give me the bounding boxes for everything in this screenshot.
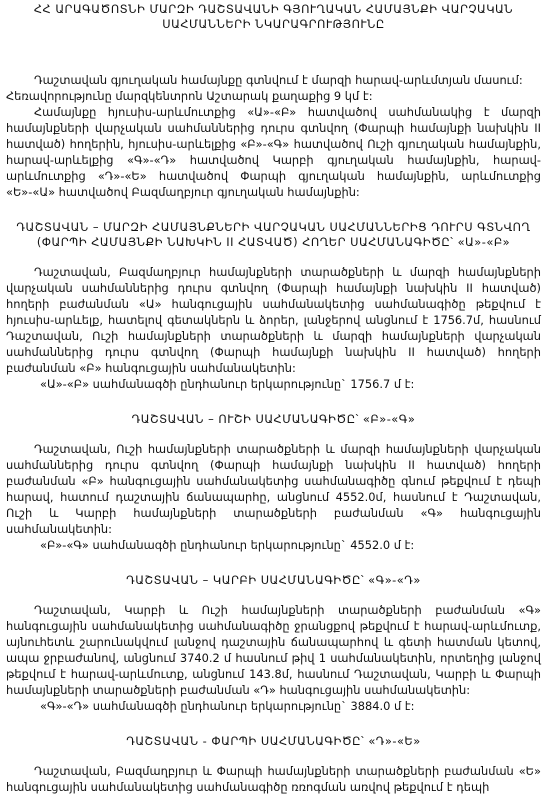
intro-location: Դաշտավան գյուղական համայնքը գտնվում է մարզի հարավ-արևմտյան մասում: <box>34 73 523 87</box>
section-length-b-c: «Բ»-«Գ» սահմանագծի ընդհանուր երկարությունը` 4552.0 մ է: <box>40 538 415 552</box>
intro-neighbors: Համայնքը հյուսիս-արևմուտքից «Ա»-«Բ» հատվածով սահմանակից է մարզի համայնքների վարչական սահմաններից դուրս գտնվող (Փարպի համայնքի նախկին II հատված) հողերին, հյուսիս-արևելքից «Բ»-«Գ» հատվածով Ուշի գյուղական համայնքին, հարավ-արևելքից «Գ»-«Դ» հատվածով Կարբի գյուղական համայնքին, հարավ-արևմուտքից «Դ»-«Ե» հատվածով Փարպի գյուղական համայնքին, արևմուտքից «Ե»-«Ա» հատվածով Բազմաղբյուր գյուղական համայնքին: <box>6 105 541 199</box>
section-body-a-b: Դաշտավան, Բազմաղբյուր համայնքների տարածքների և մարզի համայնքների վարչական սահմաններից դուրս գտնվող (Փարպի համայնքի նախկին II հատված) հողերի բաժանման «Ա» հանգուցային սահմանակետից սահմանագիծը թեքվում է հյուսիս-արևելք, հատելով գետակներն և ձորեր, լանջերով անցնում է 1756.7մ, հասնում Դաշտավան, Ուշի համայնքների տարածքների և մարզի համայնքների վարչական սահմաններից դուրս գտնվող (Փարպի համայնքի նախկին II հատված) հողերի բաժանման «Բ» հանգուցային սահմանակետին: <box>6 265 541 375</box>
document-title-line-2: ՍԱՀՄԱՆՆԵՐԻ ՆԿԱՐԱԳՐՈՒԹՅՈՒՆԸ <box>162 17 385 31</box>
section-heading-c-d <box>6 573 541 588</box>
section-heading-d-e <box>6 734 541 749</box>
section-body-d-e: Դաշտավան, Բազմաղբյուր և Փարպի համայնքների տարածքների բաժանման «Ե» հանգուցային սահմանակետից սահմանագիծը ռռոգման առվով թեքվում է դեպի <box>6 764 541 794</box>
section-heading-a-b-line-1: ԴԱՇՏԱՎԱՆ – ՄԱՐԶԻ ՀԱՄԱՅՆՔՆԵՐԻ ՎԱՐՉԱԿԱՆ ՍԱՀՄԱՆՆԵՐԻՑ ԴՈՒՐՍ ԳՏՆՎՈՂ <box>16 220 531 234</box>
section-body-c-d: Դաշտավան, Կարբի և Ուշի համայնքների տարածքների բաժանման «Գ» հանգուցային սահմանակետից սահմանագիծը ջրանցքով թեքվում է հարավ-արևմուտք, այնուհետև շարունակվում լանջով դաշտային ճանապարհով և գետի հատման կետով, ապա ջրբաժանով, անցնում 3740.2 մ հասնում թիվ 1 սահմանակետին, որտեղից լանջով թեքվում է հարավ-արևմուտք, անցնում 143.8մ, հասնում Դաշտավան, Կարբի և Փարպի համայնքների տարածքների բաժանման «Դ» հանգուցային սահմանակետին: <box>6 603 541 697</box>
section-heading-a-b <box>6 220 541 250</box>
section-body-b-c: Դաշտավան, Ուշի համայնքների տարածքների և մարզի համայնքների վարչական սահմաններից դուրս գտնվող (Փարպի համայնքի նախկին II հատված) հողերի բաժանման «Բ» հանգուցային սահմանակետից սահմանագիծը գնում թեքվում է դեպի հարավ, հատում դաշտային ճանապարհը, անցնում 4552.0մ, հասնում է Դաշտավան, Ուշի և Կարբի համայնքների տարածքների բաժանման «Գ» հանգուցային սահմանակետին: <box>6 442 541 536</box>
section-heading-a-b-line-2: (ՓԱՐՊԻ ՀԱՄԱՅՆՔԻ ՆԱԽԿԻՆ II ՀԱՏՎԱԾ) ՀՈՂԵՐ ՍԱՀՄԱՆԱԳԻԾԸ՝ «Ա»-«Բ» <box>36 235 511 249</box>
section-heading-c-d-line-1: ԴԱՇՏԱՎԱՆ – ԿԱՐԲԻ ՍԱՀՄԱՆԱԳԻԾԸ՝ «Գ»-«Դ» <box>126 573 421 587</box>
section-heading-d-e-line-1: ԴԱՇՏԱՎԱՆ - ՓԱՐՊԻ ՍԱՀՄԱՆԱԳԻԾԸ՝ «Դ»-«Ե» <box>126 734 421 748</box>
document-title-line-1: ՀՀ ԱՐԱԳԱԾՈՏՆԻ ՄԱՐԶԻ ԴԱՇՏԱՎԱՆԻ ԳՅՈՒՂԱԿԱՆ ՀԱՄԱՅՆՔԻ ՎԱՐՉԱԿԱՆ <box>33 2 514 16</box>
section-length-c-d: «Գ»-«Դ» սահմանագծի ընդհանուր երկարությունը` 3884.0 մ է: <box>40 699 415 713</box>
intro-distance: Հեռավորությունը մարզկենտրոն Աշտարակ քաղաքից 9 կմ է: <box>6 89 373 103</box>
section-heading-b-c <box>6 412 541 427</box>
section-length-a-b: «Ա»-«Բ» սահմանագծի ընդհանուր երկարությունը` 1756.7 մ է: <box>40 377 415 391</box>
document-title <box>6 2 541 32</box>
section-heading-b-c-line-1: ԴԱՇՏԱՎԱՆ – ՈՒՇԻ ՍԱՀՄԱՆԱԳԻԾԸ՝ «Բ»-«Գ» <box>131 412 416 426</box>
